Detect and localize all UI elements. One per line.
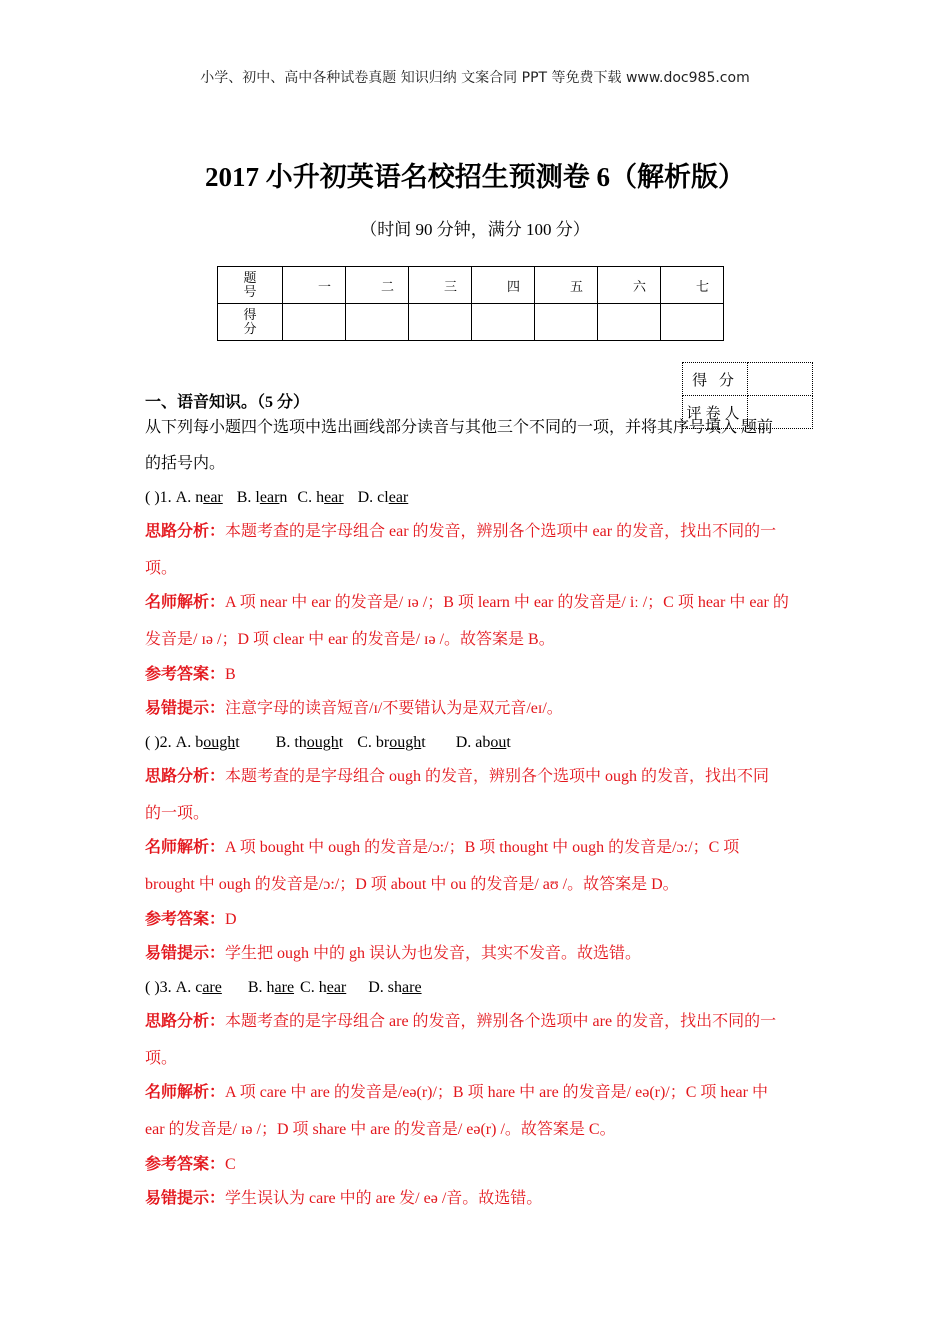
option-text: D. ab: [455, 734, 491, 751]
score-table: [217, 266, 724, 341]
tip-line: [145, 699, 563, 719]
answer-label: 参考答案：: [145, 666, 226, 683]
teacher-label: 名师解析：: [145, 839, 226, 856]
option-text: t: [235, 734, 240, 751]
answer-text: D: [225, 911, 237, 928]
tip-text: 学生误认为 care 中的 are 发/ eə /音。故选错。: [225, 1190, 543, 1207]
option: [176, 978, 222, 998]
continuation-line: [145, 1049, 177, 1069]
continuation-text: 发音是/ ɪə /；D 项 clear 中 ear 的发音是/ ɪə /。故答案是 B。: [145, 631, 555, 648]
teacher-line: [145, 838, 739, 858]
answer-text: B: [225, 666, 236, 683]
underlined-part: ear: [388, 489, 409, 506]
option: [358, 488, 409, 508]
underlined-part: ou: [490, 734, 507, 751]
option-text: A. n: [175, 489, 204, 506]
column-header: 六: [598, 267, 661, 304]
grader-label: 评卷人: [683, 396, 748, 429]
tip-label: 易错提示：: [145, 700, 226, 717]
underlined-part: ough: [389, 734, 422, 751]
row-label: 题号: [218, 267, 283, 304]
underlined-part: ear: [203, 489, 223, 506]
underlined-part: are: [202, 979, 222, 996]
answer-label: 参考答案：: [145, 1156, 226, 1173]
instruction-line: 从下列每小题四个选项中选出画线部分读音与其他三个不同的一项，并将其序号填入 题前: [145, 419, 774, 436]
answer-line: [145, 1155, 236, 1175]
teacher-text: A 项 bought 中 ough 的发音是/ɔ:/；B 项 thought 中 ough 的发音是/ɔ:/；C 项: [225, 839, 740, 856]
option-text: D. cl: [357, 489, 389, 506]
row-label: 得分: [218, 304, 283, 341]
option-text: B. h: [247, 979, 275, 996]
score-label: 得 分: [683, 363, 748, 396]
tip-line: [145, 1189, 542, 1209]
analysis-line: [145, 767, 769, 787]
score-cell: [661, 304, 724, 341]
option-text: C. br: [357, 734, 390, 751]
option-text: A. c: [175, 979, 203, 996]
score-cell: [346, 304, 409, 341]
underlined-part: are: [402, 979, 422, 996]
option-text: t: [506, 734, 511, 751]
option-text: B. th: [275, 734, 307, 751]
question-1: [145, 488, 408, 508]
instruction-line: 的括号内。: [145, 455, 226, 472]
analysis-line: [145, 522, 776, 542]
option: [297, 488, 343, 508]
option: [368, 978, 421, 998]
column-header: 三: [409, 267, 472, 304]
score-cell: [472, 304, 535, 341]
option: [276, 733, 344, 753]
column-header: 一: [283, 267, 346, 304]
option-text: t: [338, 734, 344, 751]
analysis-text: 本题考查的是字母组合 are 的发音，辨别各个选项中 are 的发音，找出不同的一: [225, 1013, 777, 1030]
analysis-label: 思路分析：: [145, 523, 226, 540]
teacher-text: A 项 near 中 ear 的发音是/ ɪə /；B 项 learn 中 ear 的发音是/ iː /；C 项 hear 中 ear 的: [225, 594, 789, 611]
continuation-line: [145, 804, 209, 824]
teacher-line: [145, 593, 789, 613]
exam-duration: （时间 90 分钟，满分 100 分）: [360, 220, 590, 239]
continuation-text: 的一项。: [145, 805, 210, 822]
question-number: ( )1.: [145, 489, 176, 506]
tip-line: [145, 944, 641, 964]
option-text: t: [421, 734, 426, 751]
site-header: 小学、初中、高中各种试卷真题 知识归纳 文案合同 PPT 等免费下载 www.doc985.com: [200, 70, 750, 86]
question-number: ( )2.: [145, 734, 176, 751]
option-text: B. l: [236, 489, 260, 506]
column-header: 五: [535, 267, 598, 304]
option-text: D. sh: [368, 979, 403, 996]
column-header: 二: [346, 267, 409, 304]
analysis-label: 思路分析：: [145, 768, 226, 785]
answer-label: 参考答案：: [145, 911, 226, 928]
underlined-part: ear: [326, 979, 347, 996]
score-cell: [409, 304, 472, 341]
analysis-text: 本题考查的是字母组合 ough 的发音，辨别各个选项中 ough 的发音，找出不同: [225, 768, 770, 785]
underlined-part: ear: [324, 489, 344, 506]
question-3: [145, 978, 422, 998]
continuation-text: brought 中 ough 的发音是/ɔ:/；D 项 about 中 ou 的发音是/ aʊ /。故答案是 D。: [145, 876, 679, 893]
section-heading: 一、语音知识。（5 分）: [145, 394, 310, 411]
analysis-text: 本题考查的是字母组合 ear 的发音，辨别各个选项中 ear 的发音，找出不同的一: [225, 523, 777, 540]
teacher-label: 名师解析：: [145, 594, 226, 611]
continuation-line: [145, 875, 679, 895]
score-cell: [535, 304, 598, 341]
question-number: ( )3.: [145, 979, 176, 996]
underlined-part: ough: [306, 734, 339, 751]
page-title: 2017 小升初英语名校招生预测卷 6（解析版）: [205, 162, 745, 192]
option: [300, 978, 346, 998]
analysis-line: [145, 1012, 776, 1032]
score-cell: [748, 363, 813, 396]
option-text: n: [279, 489, 288, 506]
continuation-line: [145, 559, 177, 579]
underlined-part: ear: [259, 489, 280, 506]
underlined-part: ough: [203, 734, 236, 751]
continuation-text: 项。: [145, 560, 178, 577]
option: [456, 733, 511, 753]
column-header: 七: [661, 267, 724, 304]
option: [248, 978, 294, 998]
tip-label: 易错提示：: [145, 945, 226, 962]
continuation-line: [145, 630, 555, 650]
teacher-label: 名师解析：: [145, 1084, 226, 1101]
option: [176, 488, 223, 508]
option: [357, 733, 425, 753]
analysis-label: 思路分析：: [145, 1013, 226, 1030]
continuation-text: 项。: [145, 1050, 178, 1067]
underlined-part: are: [274, 979, 295, 996]
score-cell: [598, 304, 661, 341]
continuation-line: [145, 1120, 616, 1140]
option-text: C. h: [300, 979, 327, 996]
answer-line: [145, 910, 237, 930]
teacher-text: A 项 care 中 are 的发音是/eə(r)/；B 项 hare 中 are 的发音是/ eə(r)/；C 项 hear 中: [225, 1084, 768, 1101]
tip-text: 学生把 ough 中的 gh 误认为也发音，其实不发音。故选错。: [225, 945, 642, 962]
question-2: [145, 733, 511, 753]
teacher-line: [145, 1083, 768, 1103]
option: [237, 488, 288, 508]
tip-text: 注意字母的读音短音/ɪ/不要错认为是双元音/eɪ/。: [225, 700, 563, 717]
option-text: A. b: [175, 734, 204, 751]
option-text: C. h: [297, 489, 325, 506]
score-cell: [283, 304, 346, 341]
option: [176, 733, 240, 753]
tip-label: 易错提示：: [145, 1190, 226, 1207]
answer-line: [145, 665, 236, 685]
column-header: 四: [472, 267, 535, 304]
continuation-text: ear 的发音是/ ɪə /；D 项 share 中 are 的发音是/ eə(r) /。故答案是 C。: [145, 1121, 616, 1138]
answer-text: C: [225, 1156, 236, 1173]
